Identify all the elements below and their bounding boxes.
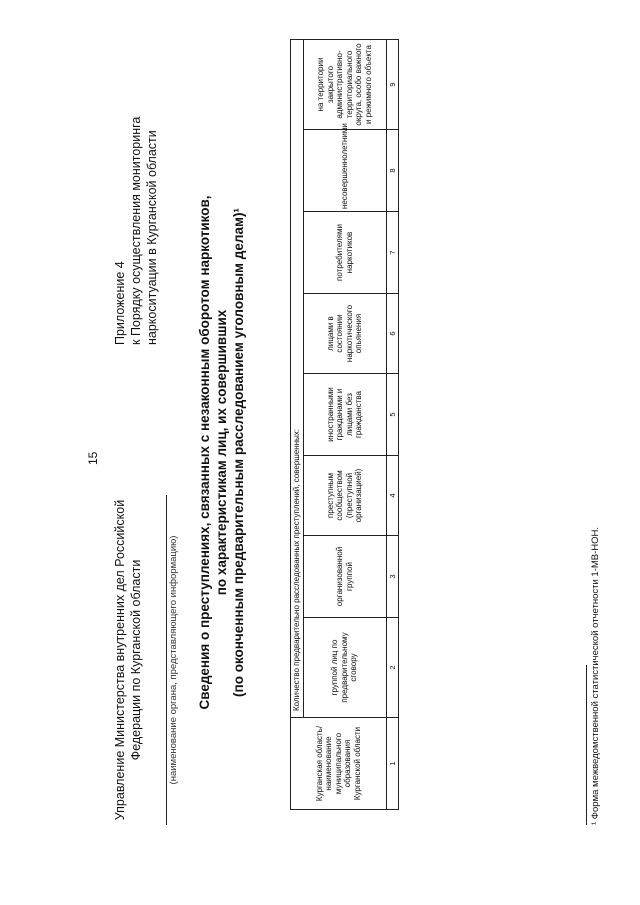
header-cell: преступным сообществом (преступной организацией) [303, 456, 386, 536]
column-number: 3 [386, 536, 399, 618]
appendix-line: к Порядку осуществления мониторинга [129, 116, 143, 345]
column-number: 6 [386, 294, 399, 374]
header-cell: лицами в состоянии наркотического опьянения [303, 294, 386, 374]
column-number: 9 [386, 40, 399, 130]
header-cell: несовершеннолетними [303, 130, 386, 212]
column-number: 1 [386, 718, 399, 810]
appendix-line: Приложение 4 [113, 261, 127, 345]
column-number: 4 [386, 456, 399, 536]
title-line: Сведения о преступлениях, связанных с незаконным оборотом наркотиков, [197, 195, 212, 710]
footnote-separator [586, 665, 587, 825]
title-line: (по оконченным предварительным расследованием уголовным делам)¹ [231, 208, 246, 697]
header-cell: на территории закрытого административно-территориального округа, особо важного и режимного объекта [303, 40, 386, 130]
column-number: 7 [386, 212, 399, 294]
signature-line [166, 495, 167, 825]
header-cell: группой лиц по предварительному сговору [303, 618, 386, 718]
organization-name: Управление Министерства внутренних дел Российской Федерации по Курганской области [113, 499, 143, 821]
document-title [196, 0, 247, 905]
appendix-heading [112, 5, 160, 345]
header-cell: организованной группой [303, 536, 386, 618]
column-number: 5 [386, 374, 399, 456]
footnote: ¹ Форма межведомственной статистической отчетности 1-МВ-НОН. [590, 526, 601, 825]
header-cell-group: Количество предварительно расследованных преступлений, совершенных: [291, 40, 304, 718]
column-number: 2 [386, 618, 399, 718]
page-number: 15 [86, 451, 100, 465]
column-number: 8 [386, 130, 399, 212]
header-cell: иностранными гражданами и лицами без гражданства [303, 374, 386, 456]
statistics-table [290, 39, 399, 810]
organization-caption: (наименование органа, представляющего информацию) [168, 535, 179, 785]
appendix-line: наркоситуации в Курганской области [145, 130, 159, 345]
title-line: по характеристикам лиц, их совершивших [214, 309, 229, 596]
header-cell-region: Курганская область/ наименование муниципального образования Курганской области [291, 718, 387, 810]
header-cell: потребителями наркотиков [303, 212, 386, 294]
